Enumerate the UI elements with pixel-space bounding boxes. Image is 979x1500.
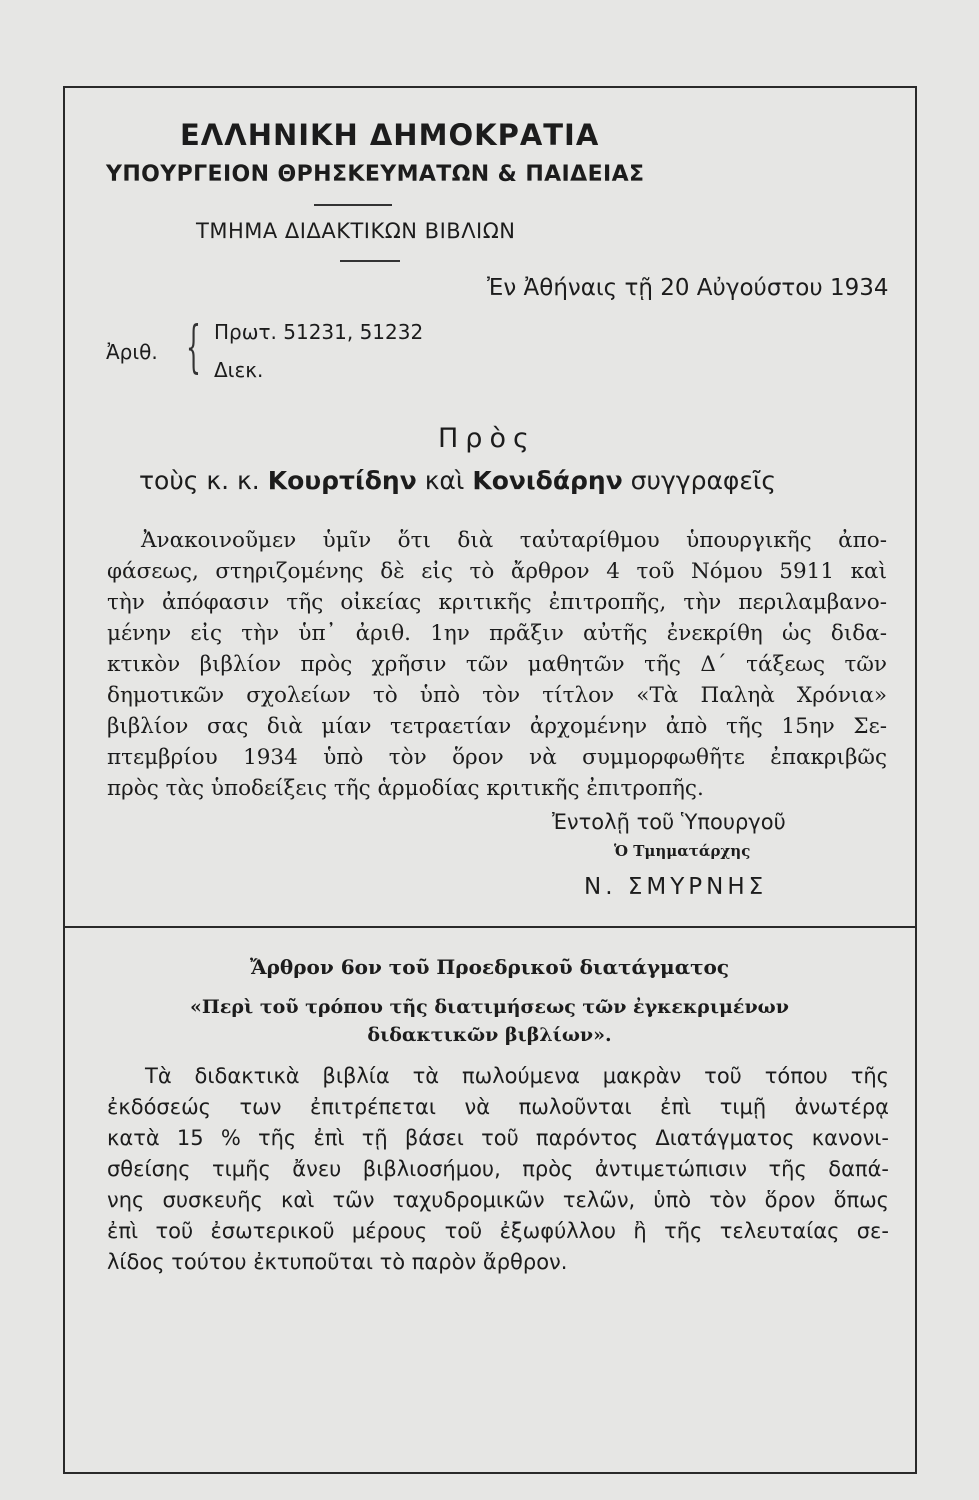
addressee-conj: καὶ	[424, 466, 465, 495]
author-name-1: Κουρτίδην	[267, 466, 417, 495]
body-line: πρὸς τὰς ὑποδείξεις τῆς ἁρμοδίας κριτικῆς ἐπιτροπῆς.	[107, 776, 704, 801]
article-line: σθείσης τιμῆς ἄνευ βιβλιοσήμου, πρὸς ἀντιμετώπισιν τῆς δαπά-	[107, 1157, 889, 1181]
department-heading: ΤΜΗΜΑ ΔΙΔΑΚΤΙΚΩΝ ΒΙΒΛΙΩΝ	[196, 219, 516, 243]
letter-date: Ἐν Ἀθήναις τῇ 20 Αὐγούστου 1934	[487, 275, 889, 301]
ministry-heading: ΥΠΟΥΡΓΕΙΟΝ ΘΡΗΣΚΕΥΜΑΤΩΝ & ΠΑΙΔΕΙΑΣ	[106, 162, 645, 187]
signature-chief: Ὁ Τμηματάρχης	[614, 842, 751, 860]
article-line: λίδος τούτου ἐκτυποῦται τὸ παρὸν ἄρθρον.	[107, 1250, 568, 1274]
article-subtitle-2: διδακτικῶν βιβλίων».	[367, 1024, 612, 1046]
addressee-line	[139, 466, 776, 495]
addressee-prefix: τοὺς κ. κ.	[139, 466, 260, 495]
signature-name: Ν. ΣΜΥΡΝΗΣ	[584, 874, 768, 900]
diek-label: Διεκ.	[214, 358, 264, 382]
article-line: κατὰ 15 % τῆς ἐπὶ τῇ βάσει τοῦ παρόντος Διατάγματος κανονι-	[107, 1126, 889, 1150]
body-line: φάσεως, στηριζομένης δὲ εἰς τὸ ἄρθρον 4 τοῦ Νόμου 5911 καὶ	[107, 559, 887, 584]
body-line: Ἀνακοινοῦμεν ὑμῖν ὅτι διὰ ταὐταρίθμου ὑπουργικῆς ἀπο-	[141, 528, 887, 553]
signature-order: Ἐντολῇ τοῦ Ὑπουργοῦ	[552, 810, 786, 834]
body-line: κτικὸν βιβλίον πρὸς χρῆσιν τῶν μαθητῶν τῆς Δ΄ τάξεως τῶν	[107, 652, 887, 677]
body-line: πτεμβρίου 1934 ὑπὸ τὸν ὅρον νὰ συμμορφωθῆτε ἐπακριβῶς	[107, 745, 887, 770]
article-line: ἐκδόσεώς των ἐπιτρέπεται νὰ πωλοῦνται ἐπὶ τιμῇ ἀνωτέρᾳ	[107, 1095, 889, 1119]
article-title: Ἄρθρον 6ον τοῦ Προεδρικοῦ διατάγματος	[249, 955, 730, 979]
heading-rule	[314, 204, 392, 206]
body-line: τὴν ἀπόφασιν τῆς οἰκείας κριτικῆς ἐπιτροπῆς, τὴν περιλαμβανο-	[107, 590, 887, 615]
body-line: μένην εἰς τὴν ὑπ᾽ ἀριθ. 1ην πρᾶξιν αὐτῆς ἐνεκρίθη ὡς διδα-	[107, 621, 887, 646]
article-line: νης συσκευῆς καὶ τῶν ταχυδρομικῶν τελῶν, ὑπὸ τὸν ὅρον ὅπως	[107, 1188, 889, 1212]
article-line: Τὰ διδακτικὰ βιβλία τὰ πωλούμενα μακρὰν τοῦ τόπου τῆς	[145, 1064, 889, 1088]
body-line: βιβλίον σας διὰ μίαν τετραετίαν ἀρχομένην ἀπὸ τῆς 15ην Σε-	[107, 714, 887, 739]
article-subtitle-1: «Περὶ τοῦ τρόπου τῆς διατιμήσεως τῶν ἐγκεκριμένων	[190, 996, 789, 1018]
protocol-number: Πρωτ. 51231, 51232	[214, 320, 424, 344]
department-rule	[340, 260, 400, 262]
author-name-2: Κονιδάρην	[472, 466, 623, 495]
section-divider	[63, 926, 917, 928]
article-line: ἐπὶ τοῦ ἐσωτερικοῦ μέρους τοῦ ἐξωφύλλου ἢ τῆς τελευταίας σε-	[107, 1219, 889, 1243]
pros-heading: Πρὸς	[438, 423, 536, 454]
reference-label: Ἀριθ.	[106, 340, 158, 364]
reference-brace: {	[186, 315, 201, 380]
body-line: δημοτικῶν σχολείων τὸ ὑπὸ τὸν τίτλον «Τὰ Παληὰ Χρόνια»	[107, 683, 887, 708]
republic-heading: ΕΛΛΗΝΙΚΗ ΔΗΜΟΚΡΑΤΙΑ	[180, 118, 600, 152]
addressee-suffix: συγγραφεῖς	[630, 466, 777, 495]
